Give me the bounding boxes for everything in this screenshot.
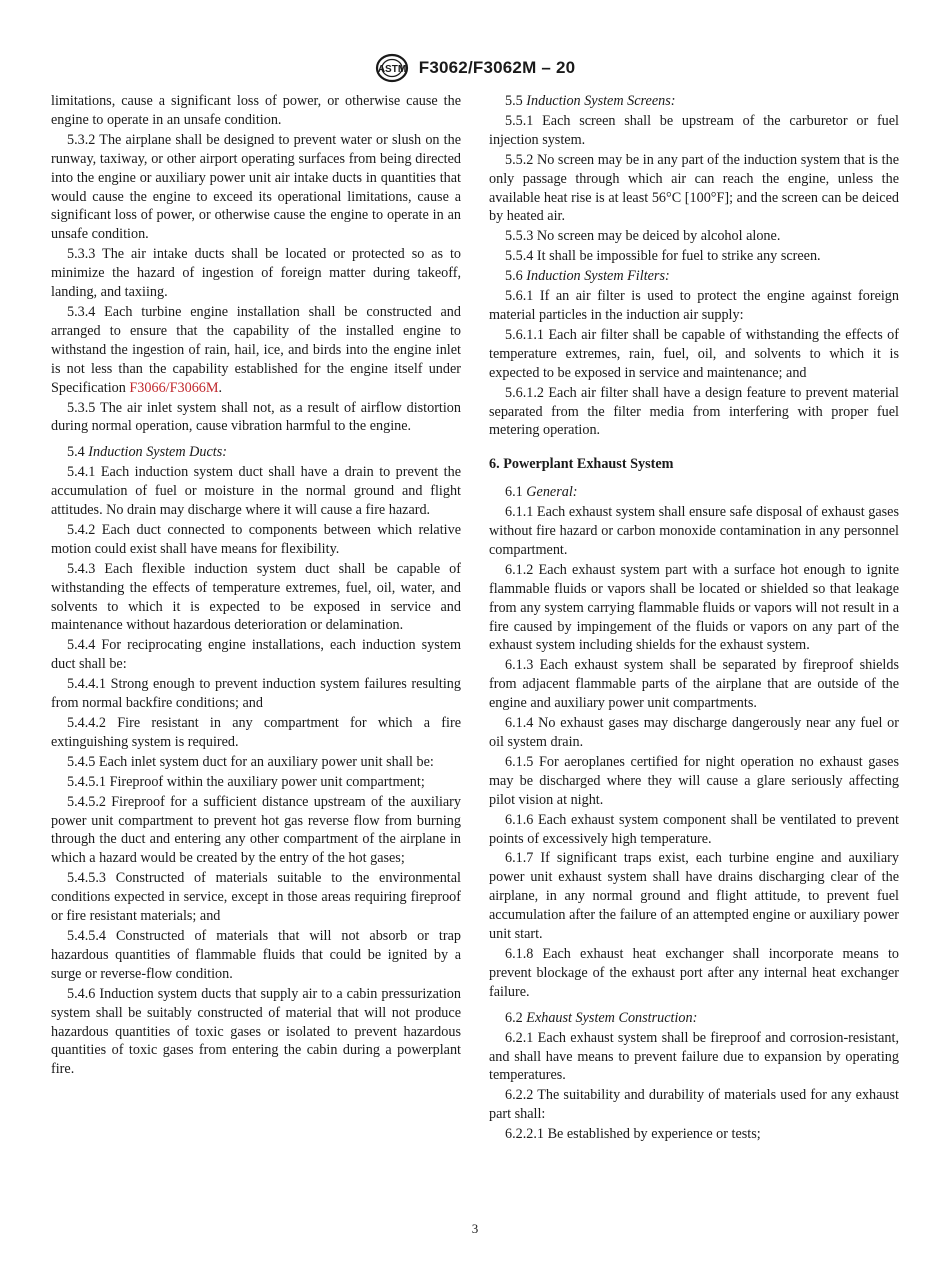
paragraph: 5.4.5 Each inlet system duct for an auxiliary power unit shall be: xyxy=(67,753,434,770)
paragraph: 6.1.5 For aeroplanes certified for night operation no exhaust gases may be discharged where they will cause a glare seriously affecting pilot vision at night. xyxy=(489,753,899,808)
document-designation: F3062/F3062M – 20 xyxy=(418,58,576,77)
paragraph: limitations, cause a significant loss of power, or otherwise cause the engine to operate in an unsafe condition. xyxy=(51,93,461,128)
paragraph: 6.1.8 Each exhaust heat exchanger shall incorporate means to prevent blockage of the exhaust port after any internal heat exchanger failure. xyxy=(489,945,899,1000)
paragraph-text: . xyxy=(218,379,223,396)
paragraph: 5.6.1 If an air filter is used to protect the engine against foreign material particles in the induction air supply: xyxy=(489,288,899,323)
section-number: 5.5 xyxy=(505,93,527,109)
section-title xyxy=(489,483,899,502)
section-title xyxy=(489,267,899,286)
paragraph: 6.1.7 If significant traps exist, each turbine engine and auxiliary power unit exhaust system shall have drains discharging clear of the airplane, in any normal ground and flight attitude, to prevent fuel accumulation after the failure of an attempted engine or auxiliary power unit start. xyxy=(489,850,899,943)
page-number: 3 xyxy=(471,1221,479,1236)
section-title-text: Induction System Filters: xyxy=(526,268,670,285)
paragraph-text: 5.3.4 Each turbine engine installation shall be constructed and arranged to ensure that the capability of the installed engine to withstand the ingestion of rain, hail, ice, and birds into the engine inlet is not less than the capability established for the engine itself under Specification xyxy=(51,303,461,396)
paragraph: 5.4.5.4 Constructed of materials that will not absorb or trap hazardous quantities of flammable fluids that could be ignited by a surge or reverse-flow condition. xyxy=(51,927,461,982)
paragraph: 5.4.1 Each induction system duct shall have a drain to prevent the accumulation of fuel or moisture in the normal ground and flight attitudes. No drain may discharge where it will cause a fire hazard. xyxy=(51,464,461,519)
paragraph: 6.1.6 Each exhaust system component shall be ventilated to prevent points of excessively high temperature. xyxy=(489,811,899,847)
paragraph: 6.2.1 Each exhaust system shall be fireproof and corrosion-resistant, and shall have means to prevent failure due to expansion by operating temperatures. xyxy=(489,1029,899,1084)
paragraph: 6.2.2 The suitability and durability of materials used for any exhaust part shall: xyxy=(489,1087,899,1123)
paragraph: 5.4.2 Each duct connected to components between which relative motion could exist shall have means for flexibility. xyxy=(51,521,461,557)
paragraph: 5.5.4 It shall be impossible for fuel to strike any screen. xyxy=(505,248,821,265)
paragraph: 6.1.3 Each exhaust system shall be separated by fireproof shields from adjacent flammable parts of the airplane that are outside of the engine and auxiliary power unit compartments. xyxy=(489,657,899,712)
paragraph: 6.1.4 No exhaust gases may discharge dangerously near any fuel or oil system drain. xyxy=(489,715,899,750)
paragraph: 5.4.4.2 Fire resistant in any compartment for which a fire extinguishing system is required. xyxy=(51,715,461,750)
section-number: 6.2 xyxy=(505,1009,527,1026)
paragraph: 5.3.5 The air inlet system shall not, as a result of airflow distortion during normal operation, cause vibration harmful to the engine. xyxy=(51,399,461,435)
paragraph: 5.4.4 For reciprocating engine installations, each induction system duct shall be: xyxy=(51,637,461,673)
paragraph: 6.1.2 Each exhaust system part with a surface hot enough to ignite flammable fluids or vapors shall be located or shielded so that leakage from any system carrying flammable fluids or vapors will not result in a fire caused by impingement of the fluids or vapors on any part of the exhaust system including shields for the exhaust system. xyxy=(489,561,899,654)
section-number: 5.4 xyxy=(67,444,89,461)
paragraph: 5.5.1 Each screen shall be upstream of the carburetor or fuel injection system. xyxy=(489,112,899,148)
paragraph: 6.2.2.1 Be established by experience or tests; xyxy=(505,1126,761,1143)
section-title xyxy=(51,443,461,462)
paragraph: 5.4.5.1 Fireproof within the auxiliary power unit compartment; xyxy=(67,773,425,790)
paragraph: 5.4.3 Each flexible induction system duct shall be capable of withstanding the effects of temperature extremes, fuel, oil, water, and solvents to which it is expected to be exposed in service and maintenance without hazardous deterioration or delamination. xyxy=(51,560,461,634)
paragraph xyxy=(51,303,461,398)
paragraph: 5.6.1.2 Each air filter shall have a design feature to prevent material separated from the filter media from interfering with proper fuel metering operation. xyxy=(489,384,899,439)
section-title-text: General: xyxy=(526,484,578,501)
paragraph: 6.1.1 Each exhaust system shall ensure safe disposal of exhaust gases without fire hazard or carbon monoxide contamination in any personnel compartment. xyxy=(489,504,900,558)
paragraph: 5.6.1.1 Each air filter shall be capable of withstanding the effects of temperature extremes, rain, fuel, oil, and solvents to which it is expected to be exposed in service and maintenance; and xyxy=(489,326,899,381)
right-column xyxy=(489,92,899,1145)
paragraph: 5.4.4.1 Strong enough to prevent induction system failures resulting from normal backfire conditions; and xyxy=(51,676,461,712)
section-title-text: Induction System Screens: xyxy=(526,93,676,109)
section-number: 6.1 xyxy=(505,484,527,501)
paragraph: 5.4.5.3 Constructed of materials suitable to the environmental conditions expected in service, except in those areas requiring fireproof or fire resistant materials; and xyxy=(51,870,461,925)
paragraph: 5.3.3 The air intake ducts shall be located or protected so as to minimize the hazard of ingestion of foreign matter during takeoff, landing, and taxiing. xyxy=(51,246,461,301)
section-title-text: Exhaust System Construction: xyxy=(526,1009,698,1026)
astm-logo-icon xyxy=(375,53,409,83)
logo-lettering: ASTM xyxy=(377,64,406,75)
paragraph: 5.4.6 Induction system ducts that supply air to a cabin pressurization system shall be suitably constructed of material that will not produce hazardous quantities of toxic gases or isolated to prevent hazardous quantities of toxic gases from entering the cabin during a powerplant fire. xyxy=(51,985,461,1078)
section-title-text: Induction System Ducts: xyxy=(88,444,227,461)
paragraph: 5.3.2 The airplane shall be designed to prevent water or slush on the runway, taxiway, or other airport operating surfaces from being directed into the engine or auxiliary power unit air intake ducts in quantities that would cause the engine to exceed its operational limitations, cause a significant loss of power, or otherwise cause the engine to operate in an unsafe condition. xyxy=(51,131,461,243)
section-title xyxy=(489,1009,899,1028)
left-column xyxy=(51,92,461,1080)
section-heading: 6. Powerplant Exhaust System xyxy=(489,456,674,473)
paragraph: 5.4.5.2 Fireproof for a sufficient distance upstream of the auxiliary power unit compartment to prevent hot gas reverse flow from burning through the duct and entering any other compartment of the airplane in which a hazard would be created by the entry of the hot gases; xyxy=(51,793,461,867)
page-header xyxy=(0,50,950,86)
paragraph: 5.5.3 No screen may be deiced by alcohol alone. xyxy=(505,228,781,245)
section-number: 5.6 xyxy=(505,268,527,285)
section-title xyxy=(489,92,899,111)
paragraph: 5.5.2 No screen may be in any part of the induction system that is the only passage through which air can reach the engine, unless the available heat rise is at least 56°C [100°F]; and the screen can be deiced by heated air. xyxy=(489,151,899,225)
specification-link[interactable]: F3066/F3066M xyxy=(129,379,219,396)
